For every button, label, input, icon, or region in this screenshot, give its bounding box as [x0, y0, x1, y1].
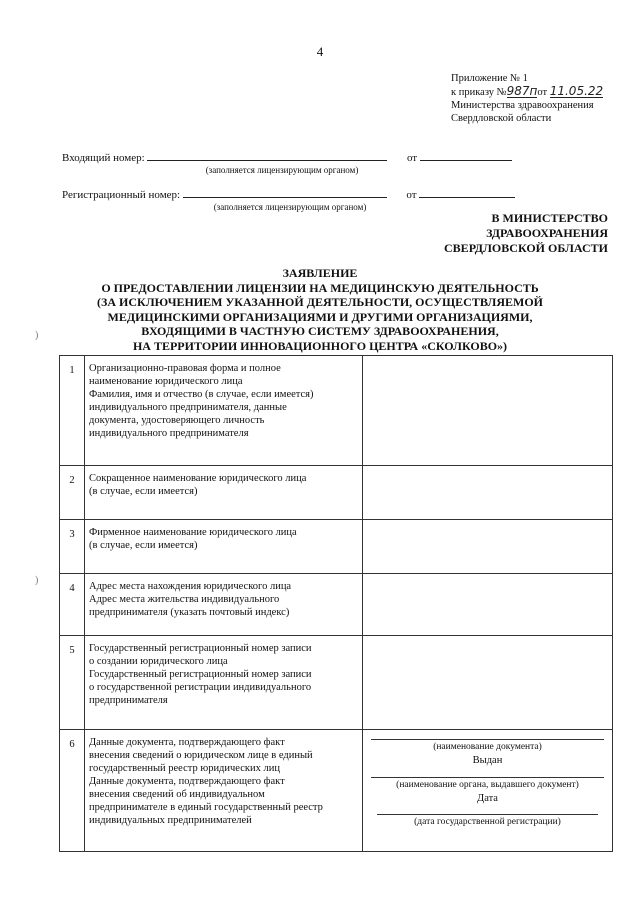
table-row	[60, 356, 613, 466]
row-number: 5	[60, 636, 85, 730]
row-label-line: (в случае, если имеется)	[89, 486, 198, 497]
row-label-line: Фирменное наименование юридического лица	[89, 527, 297, 538]
registration-date-caption: (дата государственной регистрации)	[414, 817, 561, 827]
incoming-number-label: Входящий номер:	[62, 152, 145, 164]
row-label-line: о создании юридического лица	[89, 656, 228, 667]
recipient-line-1: В МИНИСТЕРСТВО	[491, 211, 608, 225]
document-data-fields	[363, 730, 612, 850]
row-label-line: индивидуальных предпринимателей	[89, 815, 252, 826]
row-label	[85, 356, 363, 466]
recipient-line-2: ЗДРАВООХРАНЕНИЯ	[486, 226, 608, 240]
row-number: 2	[60, 466, 85, 520]
incoming-number-hint: (заполняется лицензирующим органом)	[205, 165, 359, 175]
row-number: 3	[60, 520, 85, 574]
table-row	[60, 520, 613, 574]
row-label	[85, 466, 363, 520]
row-label-line: внесения сведений об индивидуальном	[89, 789, 265, 800]
row-label-line: Данные документа, подтверждающего факт	[89, 776, 285, 787]
table-row	[60, 730, 613, 852]
registration-date-field[interactable]	[419, 187, 515, 198]
row-label-line: Фамилия, имя и отчество (в случае, если имеется)	[89, 389, 314, 400]
order-number: 987п	[506, 84, 538, 98]
row-label-line: предпринимателе в единый государственный реестр	[89, 802, 323, 813]
row-label-line: предпринимателя (указать почтовый индекс)	[89, 607, 290, 618]
row-label	[85, 520, 363, 574]
row-value-field[interactable]	[363, 636, 613, 730]
issuer-caption: (наименование органа, выдавшего документ)	[396, 780, 579, 790]
title-line-5: ВХОДЯЩИМИ В ЧАСТНУЮ СИСТЕМУ ЗДРАВООХРАНЕНИЯ,	[141, 324, 499, 338]
application-form-table	[59, 355, 613, 852]
row-label-line: индивидуального предпринимателя	[89, 428, 249, 439]
incoming-number-field[interactable]	[147, 150, 387, 161]
appendix-order-line	[451, 85, 631, 99]
row-label	[85, 730, 363, 852]
row-number: 4	[60, 574, 85, 636]
table-row	[60, 636, 613, 730]
margin-mark-bottom: )	[35, 575, 39, 586]
order-from: от	[537, 87, 548, 98]
row-number: 6	[60, 730, 85, 852]
appendix-header	[451, 72, 631, 125]
issued-label: Выдан	[472, 755, 503, 766]
row-label-line: внесения сведений о юридическом лице в единый	[89, 750, 313, 761]
document-name-field[interactable]	[371, 739, 604, 740]
row-label-line: наименование юридического лица	[89, 376, 243, 387]
issuer-field[interactable]	[371, 777, 604, 778]
appendix-ministry: Министерства здравоохранения	[451, 100, 594, 111]
row-label-line: Государственный регистрационный номер записи	[89, 669, 312, 680]
title-line-4: МЕДИЦИНСКИМИ ОРГАНИЗАЦИЯМИ И ДРУГИМИ ОРГАНИЗАЦИЯМИ,	[107, 309, 533, 324]
margin-mark-top: )	[35, 330, 39, 341]
incoming-date-field[interactable]	[420, 150, 512, 161]
incoming-date-label: от	[406, 152, 418, 164]
row-number: 1	[60, 356, 85, 466]
title-line-3: (ЗА ИСКЛЮЧЕНИЕМ УКАЗАННОЙ ДЕЯТЕЛЬНОСТИ, ОСУЩЕСТВЛЯЕМОЙ	[97, 295, 543, 309]
document-title	[40, 266, 600, 353]
page-number: 4	[316, 44, 324, 59]
row-label-line: документа, удостоверяющего личность	[89, 415, 265, 426]
row-label-line: Адрес места жительства индивидуального	[89, 594, 280, 605]
title-line-1: ЗАЯВЛЕНИЕ	[282, 266, 358, 280]
row-label	[85, 574, 363, 636]
row-label-line: (в случае, если имеется)	[89, 540, 198, 551]
row-label-line: индивидуального предпринимателя, данные	[89, 402, 287, 413]
registration-number-row	[62, 187, 515, 201]
title-line-2: О ПРЕДОСТАВЛЕНИИ ЛИЦЕНЗИИ НА МЕДИЦИНСКУЮ ДЕЯТЕЛЬНОСТЬ	[101, 280, 539, 295]
recipient-line-3: СВЕРДЛОВСКОЙ ОБЛАСТИ	[444, 241, 608, 255]
date-label: Дата	[477, 793, 498, 804]
row-value-field[interactable]	[363, 466, 613, 520]
row-value-field[interactable]	[363, 520, 613, 574]
row-label-line: предпринимателя	[89, 695, 168, 706]
row-label-line: Сокращенное наименование юридического лица	[89, 473, 307, 484]
order-prefix: к приказу №	[451, 87, 507, 98]
recipient-block	[444, 211, 608, 256]
table-row	[60, 574, 613, 636]
row-value-field[interactable]	[363, 356, 613, 466]
incoming-number-row	[62, 150, 512, 164]
appendix-title: Приложение № 1	[451, 73, 528, 84]
registration-number-hint: (заполняется лицензирующим органом)	[213, 202, 367, 212]
row-label-line: Данные документа, подтверждающего факт	[89, 737, 285, 748]
document-data-cell	[363, 730, 613, 852]
row-label-line: государственный реестр юридических лиц	[89, 763, 280, 774]
row-label-line: Организационно-правовая форма и полное	[89, 363, 281, 374]
table-row	[60, 466, 613, 520]
document-name-caption: (наименование документа)	[433, 742, 542, 752]
row-value-field[interactable]	[363, 574, 613, 636]
row-label	[85, 636, 363, 730]
registration-date-label: от	[406, 189, 417, 201]
row-label-line: Адрес места нахождения юридического лица	[89, 581, 292, 592]
registration-number-field[interactable]	[183, 187, 387, 198]
order-date: 11.05.22	[549, 84, 604, 98]
appendix-region: Свердловской области	[451, 113, 552, 124]
registration-number-label: Регистрационный номер:	[62, 189, 181, 201]
row-label-line: Государственный регистрационный номер записи	[89, 643, 312, 654]
registration-date-field[interactable]	[377, 814, 598, 815]
title-line-6: НА ТЕРРИТОРИИ ИННОВАЦИОННОГО ЦЕНТРА «СКОЛКОВО»)	[132, 338, 508, 353]
row-label-line: о государственной регистрации индивидуального	[89, 682, 312, 693]
